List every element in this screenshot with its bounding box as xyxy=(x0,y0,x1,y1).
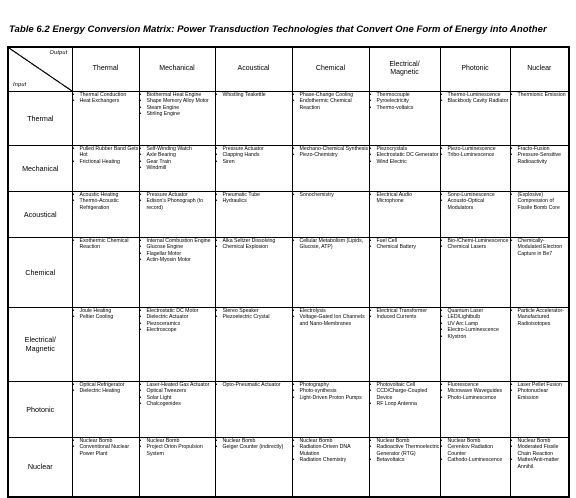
output-axis-label: Output xyxy=(49,50,68,56)
technology-item: • Electrolysis xyxy=(293,308,369,315)
technology-item: • Voltage-Gated Ion Channels and Nano-Membranes xyxy=(293,314,369,327)
technology-item: • Acousto-Optical Modulators xyxy=(441,198,510,211)
technology-item: • Tribo-Luminescence xyxy=(441,152,510,159)
matrix-cell xyxy=(292,145,369,191)
technology-item: • Gear Train xyxy=(140,159,215,166)
technology-item: • Betavoltaics xyxy=(370,457,440,464)
technology-item: • Cellular Metabolism (Lipids, Glucose, ATP) xyxy=(293,238,369,251)
technology-item: • Nuclear Bomb xyxy=(511,438,569,445)
technology-item: • Frictional Heating xyxy=(73,159,139,166)
table-row xyxy=(8,437,569,497)
matrix-cell xyxy=(369,145,440,191)
matrix-body xyxy=(8,91,569,497)
technology-item: • UV Arc Lamp xyxy=(441,321,510,328)
technology-list xyxy=(73,382,139,395)
technology-item: • Actin-Myosin Motor xyxy=(140,257,215,264)
column-header: Chemical xyxy=(292,47,369,91)
matrix-cell xyxy=(510,145,569,191)
technology-item: • Axle Bearing xyxy=(140,152,215,159)
row-header: Mechanical xyxy=(8,145,72,191)
table-row xyxy=(8,237,569,307)
technology-item: • Photography xyxy=(293,382,369,389)
technology-list xyxy=(370,92,440,112)
column-header: Electrical/ Magnetic xyxy=(369,47,440,91)
corner-cell xyxy=(8,47,72,91)
matrix-cell xyxy=(369,307,440,381)
matrix-cell xyxy=(369,191,440,237)
technology-item: • Radioactive Thermoelectric Generator (RTG) xyxy=(370,444,440,457)
technology-item: • Thermo-Acoustic Refrigeration xyxy=(73,198,139,211)
column-header: Photonic xyxy=(440,47,510,91)
technology-item: • Siren xyxy=(216,159,292,166)
technology-item: • Exothermic Chemical Reaction xyxy=(73,238,139,251)
technology-list xyxy=(216,192,292,205)
table-row xyxy=(8,191,569,237)
technology-item: • Thermal Conduction xyxy=(73,92,139,99)
technology-list xyxy=(370,438,440,464)
technology-list xyxy=(216,238,292,251)
matrix-cell xyxy=(72,91,139,145)
technology-item: • Electrostatic DC Generator xyxy=(370,152,440,159)
technology-list xyxy=(511,192,569,212)
matrix-cell xyxy=(369,237,440,307)
technology-item: • Fracto-Fusion xyxy=(511,146,569,153)
technology-item: • Electrical Transformer xyxy=(370,308,440,315)
matrix-cell xyxy=(510,307,569,381)
technology-item: • Matter/Anti-matter Annihil. xyxy=(511,457,569,470)
technology-item: • Nuclear Bomb xyxy=(73,438,139,445)
matrix-cell xyxy=(510,191,569,237)
technology-list xyxy=(216,438,292,451)
technology-item: • Photo-Luminescence xyxy=(441,395,510,402)
technology-item: • Heat Exchangers xyxy=(73,98,139,105)
technology-item: • Photovoltaic Cell xyxy=(370,382,440,389)
technology-list xyxy=(441,238,510,251)
technology-item: • Chemical Explosion xyxy=(216,244,292,251)
technology-item: • Quantum Laser xyxy=(441,308,510,315)
technology-item: • Piezoelectric Crystal xyxy=(216,314,292,321)
technology-item: • Nuclear Bomb xyxy=(140,438,215,445)
technology-item: • Wind Electric xyxy=(370,159,440,166)
technology-list xyxy=(216,146,292,166)
matrix-cell xyxy=(139,381,215,437)
matrix-cell xyxy=(440,307,510,381)
technology-item: • Particle Accelerator-Manufactured Radioisotopes xyxy=(511,308,569,328)
technology-item: • Laser-Heated Gas Actuator xyxy=(140,382,215,389)
technology-list xyxy=(293,308,369,328)
technology-list xyxy=(140,438,215,458)
technology-list xyxy=(511,438,569,471)
matrix-cell xyxy=(139,191,215,237)
technology-list xyxy=(293,382,369,402)
technology-item: • RF Loop Antenna xyxy=(370,401,440,408)
technology-item: • Nuclear Bomb xyxy=(441,438,510,445)
matrix-cell xyxy=(72,307,139,381)
header-row xyxy=(8,47,569,91)
technology-item: • Chemical Battery xyxy=(370,244,440,251)
technology-item: • Klystron xyxy=(441,334,510,341)
technology-item: • Bio-/Chemi-Luminescence xyxy=(441,238,510,245)
technology-item: • Laser Pellet Fusion xyxy=(511,382,569,389)
technology-item: • Dielectric Actuator xyxy=(140,314,215,321)
matrix-cell xyxy=(440,191,510,237)
technology-item: • Pressure Actuator xyxy=(216,146,292,153)
technology-item: • Hydraulics xyxy=(216,198,292,205)
technology-item: • Pressure Actuator xyxy=(140,192,215,199)
technology-list xyxy=(73,146,139,166)
table-title: Table 6.2 Energy Conversion Matrix: Power Transduction Technologies that Convert One Form of Energy into Another xyxy=(9,24,547,35)
technology-item: • Windmill xyxy=(140,165,215,172)
technology-list xyxy=(370,308,440,321)
matrix-cell xyxy=(72,237,139,307)
technology-item: • Radiation-Driven DNA Mutation xyxy=(293,444,369,457)
technology-item: • Chemical Lasers xyxy=(441,244,510,251)
matrix-cell xyxy=(510,91,569,145)
technology-list xyxy=(140,146,215,172)
matrix-cell xyxy=(440,237,510,307)
matrix-cell xyxy=(292,381,369,437)
technology-list xyxy=(293,192,369,199)
column-header: Nuclear xyxy=(510,47,569,91)
technology-item: • Whistling Teakettle xyxy=(216,92,292,99)
technology-list xyxy=(441,92,510,105)
technology-item: • Thermo-Luminescence xyxy=(441,92,510,99)
technology-item: • Pyroelectricity xyxy=(370,98,440,105)
technology-item: • Project Orion Propulsion System xyxy=(140,444,215,457)
matrix-cell xyxy=(215,91,292,145)
technology-item: • Piezo-Chemistry xyxy=(293,152,369,159)
technology-list xyxy=(370,382,440,408)
row-header: Acoustical xyxy=(8,191,72,237)
technology-item: • Fluorescence xyxy=(441,382,510,389)
technology-item: • Induced Currents xyxy=(370,314,440,321)
technology-item: • Chemically-Modulated Electron Capture in Be7 xyxy=(511,238,569,258)
matrix-cell xyxy=(440,145,510,191)
technology-item: • Fuel Cell xyxy=(370,238,440,245)
technology-item: • Conventional Nuclear Power Plant xyxy=(73,444,139,457)
technology-item: • Thermo-voltaics xyxy=(370,105,440,112)
technology-item: • Solar Light xyxy=(140,395,215,402)
technology-item: • Sonochemistry xyxy=(293,192,369,199)
matrix-cell xyxy=(369,381,440,437)
matrix-cell xyxy=(440,91,510,145)
technology-list xyxy=(73,92,139,105)
matrix-cell xyxy=(292,191,369,237)
technology-list xyxy=(370,238,440,251)
matrix-cell xyxy=(292,307,369,381)
matrix-cell xyxy=(215,145,292,191)
technology-item: • Acoustic Heating xyxy=(73,192,139,199)
technology-item: • Clapping Hands xyxy=(216,152,292,159)
technology-item: • Dielectric Heating xyxy=(73,388,139,395)
technology-list xyxy=(140,92,215,118)
column-header: Acoustical xyxy=(215,47,292,91)
technology-item: • Joule Heating xyxy=(73,308,139,315)
table-row xyxy=(8,91,569,145)
technology-item: • Alka Seltzer Dissolving xyxy=(216,238,292,245)
technology-item: • Light-Driven Proton Pumps xyxy=(293,395,369,402)
row-header: Chemical xyxy=(8,237,72,307)
technology-item: • CCD/Charge-Coupled Device xyxy=(370,388,440,401)
row-header: Photonic xyxy=(8,381,72,437)
technology-item: • Glucose Engine xyxy=(140,244,215,251)
column-header: Mechanical xyxy=(139,47,215,91)
technology-item: • Electrostatic DC Motor xyxy=(140,308,215,315)
matrix-cell xyxy=(72,381,139,437)
technology-item: • Radiation Chemistry xyxy=(293,457,369,464)
matrix-cell xyxy=(510,437,569,497)
technology-item: • Pneumatic Tube xyxy=(216,192,292,199)
technology-list xyxy=(511,238,569,258)
technology-list xyxy=(216,308,292,321)
technology-list xyxy=(441,192,510,212)
technology-item: • Thermionic Emission xyxy=(511,92,569,99)
technology-list xyxy=(140,192,215,212)
matrix-cell xyxy=(139,91,215,145)
matrix-cell xyxy=(510,237,569,307)
row-header: Nuclear xyxy=(8,437,72,497)
technology-item: • Biothermal Heat Engine xyxy=(140,92,215,99)
technology-list xyxy=(370,146,440,166)
technology-list xyxy=(293,92,369,112)
matrix-cell xyxy=(369,91,440,145)
technology-item: • Phase-Change Cooling xyxy=(293,92,369,99)
matrix-cell xyxy=(510,381,569,437)
technology-list xyxy=(73,308,139,321)
technology-list xyxy=(293,238,369,251)
technology-item: • Chalcogenides xyxy=(140,401,215,408)
technology-item: • Thermocouple xyxy=(370,92,440,99)
technology-list xyxy=(293,438,369,464)
matrix-cell xyxy=(440,437,510,497)
matrix-cell xyxy=(72,191,139,237)
technology-list xyxy=(73,192,139,212)
matrix-cell xyxy=(292,437,369,497)
column-header: Thermal xyxy=(72,47,139,91)
technology-item: • Sono-Luminescence xyxy=(441,192,510,199)
technology-item: • Electroscope xyxy=(140,327,215,334)
technology-list xyxy=(441,382,510,402)
technology-list xyxy=(293,146,369,159)
technology-item: • Optical Refrigerator xyxy=(73,382,139,389)
technology-list xyxy=(73,238,139,251)
matrix-cell xyxy=(369,437,440,497)
technology-list xyxy=(370,192,440,205)
matrix-cell xyxy=(440,381,510,437)
technology-item: • Geiger Counter (indirectly) xyxy=(216,444,292,451)
table-row xyxy=(8,381,569,437)
matrix-cell xyxy=(139,237,215,307)
technology-item: • Piezoceramics xyxy=(140,321,215,328)
technology-item: • Shape Memory Alloy Motor xyxy=(140,98,215,105)
technology-list xyxy=(511,146,569,166)
technology-item: • (Explosive) Compression of Fissile Bomb Core xyxy=(511,192,569,212)
technology-item: • Optical Tweezers xyxy=(140,388,215,395)
technology-item: • Photo-synthesis xyxy=(293,388,369,395)
technology-list xyxy=(511,308,569,328)
technology-list xyxy=(73,438,139,458)
energy-conversion-matrix xyxy=(7,46,570,498)
technology-list xyxy=(140,308,215,334)
technology-list xyxy=(511,92,569,99)
technology-item: • LED/Lightbulb xyxy=(441,314,510,321)
table-row xyxy=(8,307,569,381)
technology-item: • Cerenkov Radiation Counter xyxy=(441,444,510,457)
technology-list xyxy=(140,238,215,264)
technology-item: • Stirling Engine xyxy=(140,111,215,118)
technology-list xyxy=(140,382,215,408)
technology-item: • Nuclear Bomb xyxy=(216,438,292,445)
technology-item: • Flagellar Motor xyxy=(140,251,215,258)
matrix-cell xyxy=(215,237,292,307)
technology-list xyxy=(216,92,292,99)
row-header: Thermal xyxy=(8,91,72,145)
technology-item: • Piezocrystals xyxy=(370,146,440,153)
technology-item: • Pressure-Sensitive Radioactivity xyxy=(511,152,569,165)
technology-item: • Electrical Audio Microphone xyxy=(370,192,440,205)
technology-item: • Pulled Rubber Band Gets Hot xyxy=(73,146,139,159)
matrix-cell xyxy=(72,145,139,191)
technology-list xyxy=(441,146,510,159)
technology-item: • Self-Winding Watch xyxy=(140,146,215,153)
technology-list xyxy=(441,438,510,464)
technology-list xyxy=(441,308,510,341)
technology-item: • Edison's Phonograph (to record) xyxy=(140,198,215,211)
technology-item: • Internal Combustion Engine xyxy=(140,238,215,245)
technology-item: • Peltier Cooling xyxy=(73,314,139,321)
technology-item: • Endothermic Chemical Reaction xyxy=(293,98,369,111)
matrix-cell xyxy=(72,437,139,497)
technology-item: • Piezo-Luminescence xyxy=(441,146,510,153)
technology-item: • Cathodo-Luminescence xyxy=(441,457,510,464)
matrix-cell xyxy=(292,91,369,145)
technology-list xyxy=(511,382,569,402)
technology-item: • Stereo Speaker xyxy=(216,308,292,315)
technology-item: • Electro-Luminescence xyxy=(441,327,510,334)
table-row xyxy=(8,145,569,191)
matrix-cell xyxy=(215,307,292,381)
input-axis-label: Input xyxy=(13,81,27,88)
matrix-cell xyxy=(215,381,292,437)
row-header: Electrical/ Magnetic xyxy=(8,307,72,381)
technology-list xyxy=(216,382,292,389)
matrix-cell xyxy=(139,145,215,191)
technology-item: • Mechano-Chemical Synthesis xyxy=(293,146,369,153)
technology-item: • Moderated Fissile Chain Reaction xyxy=(511,444,569,457)
technology-item: • Microwave Waveguides xyxy=(441,388,510,395)
matrix-cell xyxy=(215,191,292,237)
matrix-cell xyxy=(139,437,215,497)
matrix-cell xyxy=(215,437,292,497)
technology-item: • Photonuclear Emission xyxy=(511,388,569,401)
matrix-cell xyxy=(292,237,369,307)
technology-item: • Nuclear Bomb xyxy=(370,438,440,445)
technology-item: • Steam Engine xyxy=(140,105,215,112)
technology-item: • Blackbody Cavity Radiator xyxy=(441,98,510,105)
matrix-cell xyxy=(139,307,215,381)
technology-item: • Opto-Pneumatic Actuator xyxy=(216,382,292,389)
technology-item: • Nuclear Bomb xyxy=(293,438,369,445)
